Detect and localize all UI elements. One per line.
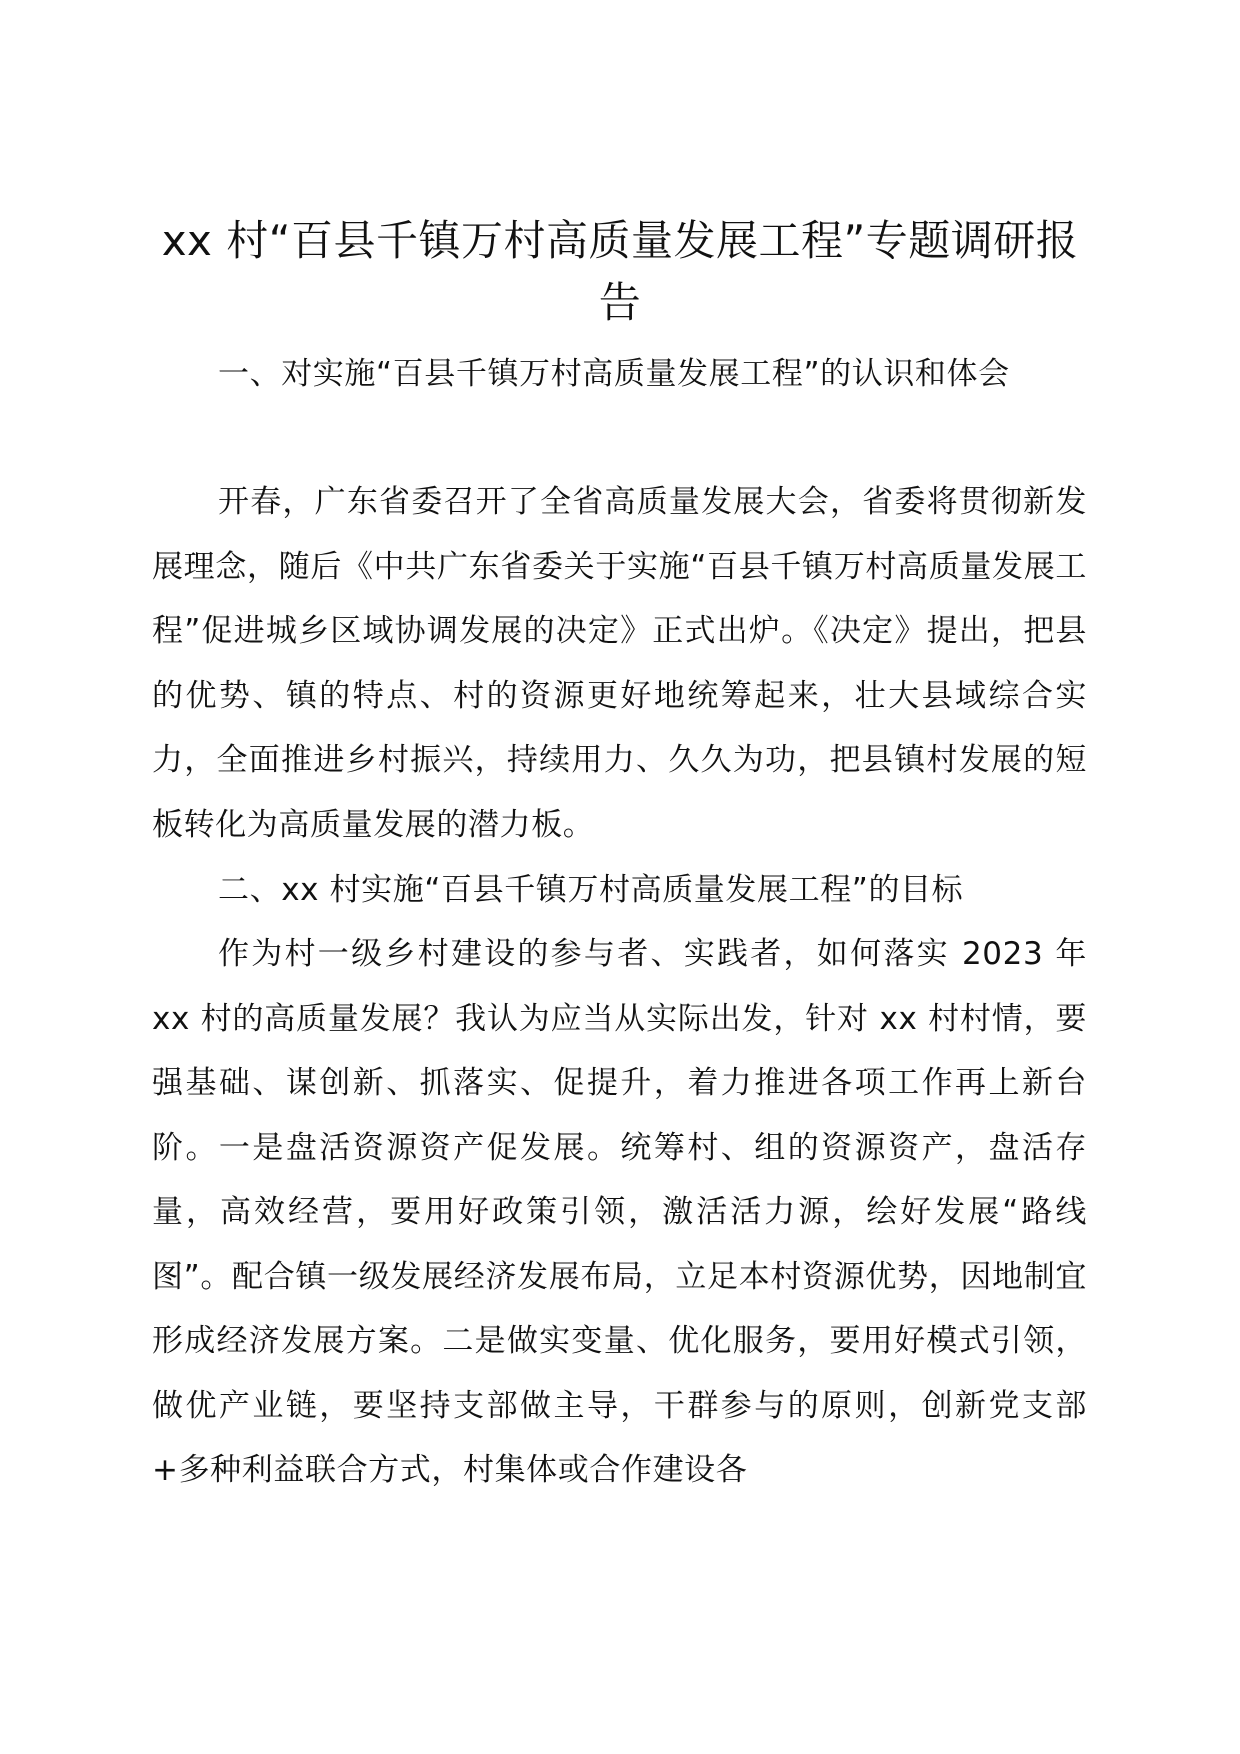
document-title: xx 村“百县千镇万村高质量发展工程”专题调研报告 [161, 216, 1079, 327]
section-paragraph-2: 作为村一级乡村建设的参与者、实践者，如何落实 2023 年 xx 村的高质量发展？我认为应当从实际出发，针对 xx 村村情，要强基础、谋创新、抓落实、促提升，着力推进各项工作再上新台阶。一是盘活资源资产促发展。统筹村、组的资源资产，盘活存量，高效经营，要用好政策引领，激活活力源，绘好发展“路线图”。配合镇一级发展经济发展布局，立足本村资源优势，因地制宜形成经济发展方案。二是做实变量、优化服务，要用好模式引领，做优产业链，要坚持支部做主导，干群参与的原则，创新党支部+多种利益联合方式，村集体或合作建设各 [152, 936, 1087, 1488]
section-heading-1: 一、对实施“百县千镇万村高质量发展工程”的认识和体会 [218, 356, 1010, 392]
section-heading-2: 二、xx 村实施“百县千镇万村高质量发展工程”的目标 [218, 872, 964, 908]
section-paragraph-1: 开春，广东省委召开了全省高质量发展大会，省委将贯彻新发展理念，随后《中共广东省委关于实施“百县千镇万村高质量发展工程”促进城乡区域协调发展的决定》正式出炉。《决定》提出，把县的优势、镇的特点、村的资源更好地统筹起来，壮大县域综合实力，全面推进乡村振兴，持续用力、久久为功，把县镇村发展的短板转化为高质量发展的潜力板。 [152, 484, 1087, 843]
